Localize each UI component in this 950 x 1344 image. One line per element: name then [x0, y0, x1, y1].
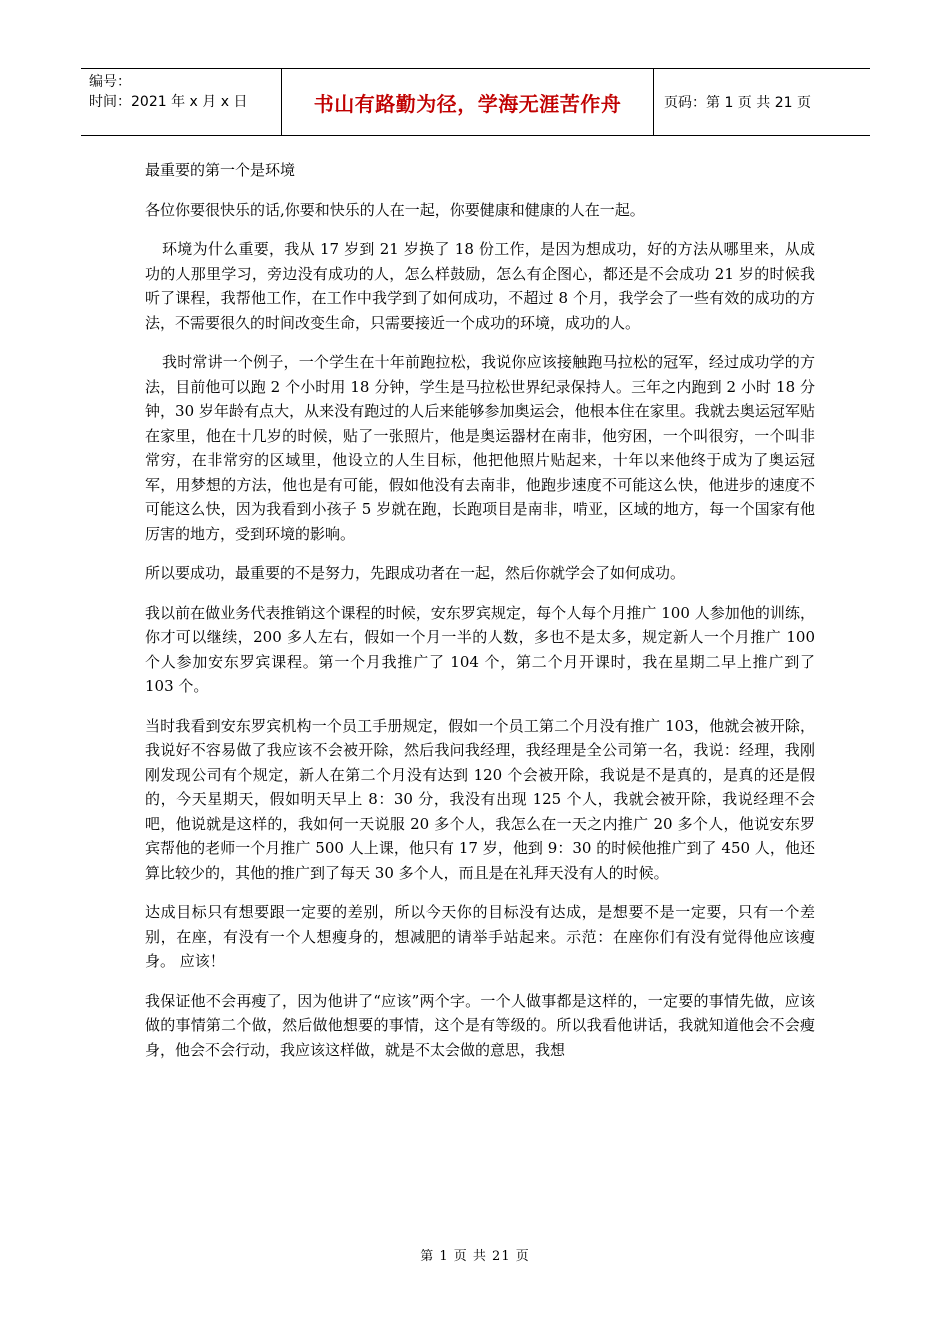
document-date: 时间：2021 年 x 月 x 日 — [89, 94, 248, 110]
section-heading: 最重要的第一个是环境 — [145, 161, 296, 179]
page-footer: 第 1 页 共 21 页 — [420, 1249, 530, 1264]
page-header — [81, 68, 870, 136]
document-number-label: 编号： — [89, 74, 131, 90]
paragraph: 当时我看到安东罗宾机构一个员工手册规定，假如一个员工第二个月没有推广 103，他就会被开除，我说好不容易做了我应该不会被开除，然后我问我经理，我经理是全公司第一名，我说：经理，我刚刚发现公司有个规定，新人在第二个月没有达到 120 个会被开除，我说是不是真的，是真的还是假的，今天星期天，假如明天早上 8：30 分，我没有出现 125 个人，我就会被开除，我说经理不会吧，他说就是这样的，我如何一天说服 20 多个人，我怎么在一天之内推广 20 多个人，他说安东罗宾帮他的老师一个月推广 500 人上课，他只有 17 岁，他到 9：30 的时候他推广到了 450 人，他还算比较少的，其他的推广到了每天 30 多个人，而且是在礼拜天没有人的时候。 — [145, 716, 815, 882]
paragraph: 环境为什么重要，我从 17 岁到 21 岁换了 18 份工作，是因为想成功，好的方法从哪里来，从成功的人那里学习，旁边没有成功的人，怎么样鼓励，怎么有企图心，都还是不会成功 21 岁的时候我听了课程，我帮他工作，在工作中我学到了如何成功，不超过 8 个月，我学会了一些有效的成功的方法，不需要很久的时间改变生命，只需要接近一个成功的环境，成功的人。 — [145, 240, 815, 332]
document-body — [145, 158, 815, 1077]
paragraph: 我以前在做业务代表推销这个课程的时候，安东罗宾规定，每个人每个月推广 100 人参加他的训练，你才可以继续，200 多人左右，假如一个月一半的人数，多也不是太多，规定新人一个月推广 100 个人参加安东罗宾课程。第一个月我推广了 104 个，第二个月开课时，我在星期二早上推广到了 103 个。 — [145, 603, 815, 695]
paragraph: 达成目标只有想要跟一定要的差别，所以今天你的目标没有达成，是想要不是一定要，只有一个差别，在座，有没有一个人想瘦身的，想减肥的请举手站起来。示范：在座你们有没有觉得他应该瘦身。 应该！ — [145, 903, 815, 970]
paragraph: 我时常讲一个例子，一个学生在十年前跑拉松，我说你应该接触跑马拉松的冠军，经过成功学的方法，目前他可以跑 2 个小时用 18 分钟，学生是马拉松世界纪录保持人。三年之内跑到 2 小时 18 分钟，30 岁年龄有点大，从来没有跑过的人后来能够参加奥运会，他根本住在家里。我就去奥运冠军贴在家里，他在十几岁的时候，贴了一张照片，他是奥运器材在南非，他穷困，一个叫很穷，一个叫非常穷，在非常穷的区域里，他设立的人生目标，他把他照片贴起来，十年以来他终于成为了奥运冠军，用梦想的方法，他也是有可能，假如他没有去南非，他跑步速度不可能这么快，他进步的速度不可能这么快，因为我看到小孩子 5 岁就在跑，长跑项目是南非，啃亚，区域的地方，每一个国家有他厉害的地方，受到环境的影响。 — [145, 353, 815, 543]
paragraph: 各位你要很快乐的话,你要和快乐的人在一起，你要健康和健康的人在一起。 — [145, 200, 645, 219]
header-page-info: 页码：第 1 页 共 21 页 — [664, 95, 811, 111]
paragraph: 所以要成功，最重要的不是努力，先跟成功者在一起，然后你就学会了如何成功。 — [145, 564, 686, 582]
header-motto: 书山有路勤为径，学海无涯苦作舟 — [282, 69, 654, 135]
header-meta — [81, 69, 282, 135]
paragraph: 我保证他不会再瘦了，因为他讲了“应该”两个字。一个人做事都是这样的，一定要的事情先做，应该做的事情第二个做，然后做他想要的事情，这个是有等级的。所以我看他讲话，我就知道他会不会瘦身，他会不会行动，我应该这样做，就是不太会做的意思，我想 — [145, 991, 815, 1059]
